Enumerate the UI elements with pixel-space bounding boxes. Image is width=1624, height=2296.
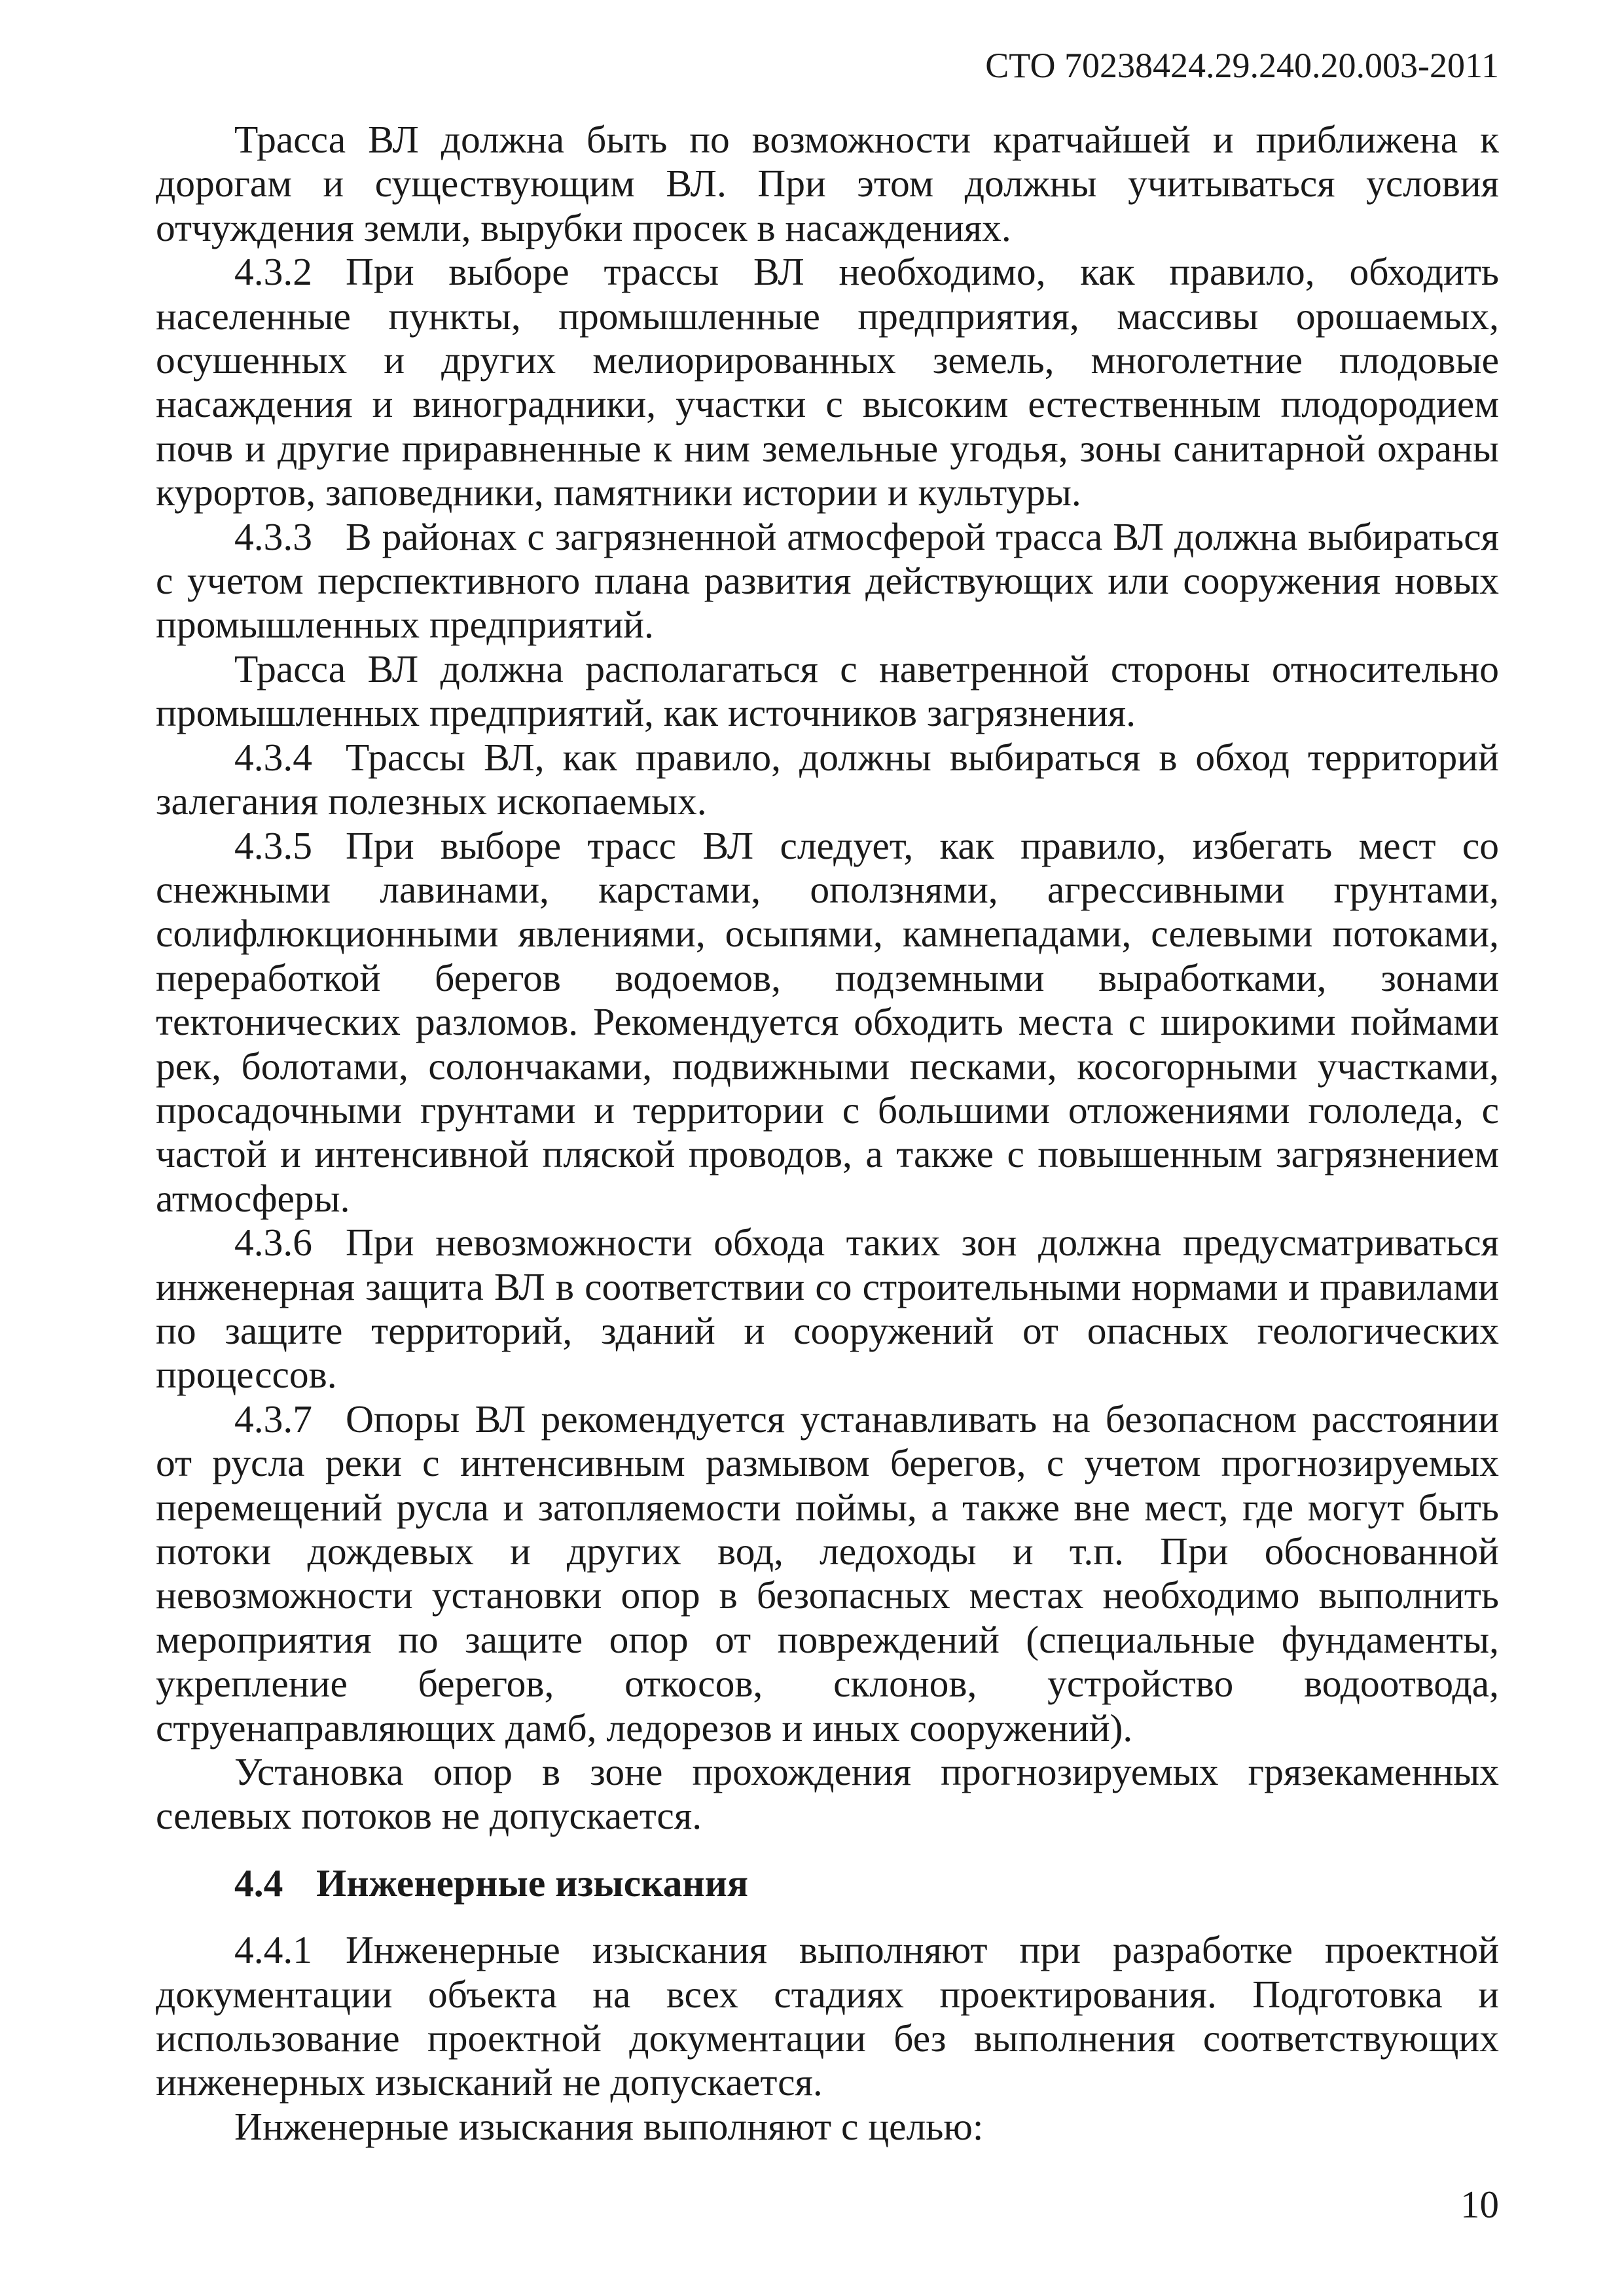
clause-number: 4.3.4 — [234, 735, 312, 779]
clause-number: 4.3.6 — [234, 1221, 312, 1265]
paragraph-4-3-6 — [156, 1221, 1499, 1397]
paragraph-4-3-5 — [156, 824, 1499, 1221]
paragraph-text: При невозможности обхода таких зон должна предусматриваться инженерная защита ВЛ в соответствии со строительными нормами и правилами по защите территорий, зданий и сооружений от опасных геологических процессов. — [156, 1221, 1499, 1397]
clause-number: 4.3.3 — [234, 514, 312, 558]
paragraph-4-3-3 — [156, 515, 1499, 647]
clause-number: 4.4.1 — [234, 1928, 312, 1972]
paragraph — [156, 2105, 1499, 2149]
section-number: 4.4 — [234, 1861, 283, 1905]
paragraph — [156, 647, 1499, 736]
paragraph-text: Опоры ВЛ рекомендуется устанавливать на безопасном расстоянии от русла реки с интенсивным размывом берегов, с учетом прогнозируемых перемещений русла и затопляемости поймы, а также вне мест, где могут быть потоки дождевых и других вод, ледоходы и т.п. При обоснованной невозможности установки опор в безопасных местах необходимо выполнить мероприятия по защите опор от повреждений (специальные фундаменты, укрепление берегов, откосов, склонов, устройство водоотвода, струенаправляющих дамб, ледорезов и иных сооружений). — [156, 1397, 1499, 1749]
clause-number: 4.3.5 — [234, 823, 312, 867]
section-heading-4-4 — [156, 1861, 1499, 1905]
paragraph-text: В районах с загрязненной атмосферой трасса ВЛ должна выбираться с учетом перспективного плана развития действующих или сооружения новых промышленных предприятий. — [156, 514, 1499, 647]
paragraph-text: При выборе трассы ВЛ необходимо, как правило, обходить населенные пункты, промышленные предприятия, массивы орошаемых, осушенных и других мелиорированных земель, многолетние плодовые насаждения и виноградники, участки с высоким естественным плодородием почв и другие приравненные к ним земельные угодья, зоны санитарной охраны курортов, заповедники, памятники истории и культуры. — [156, 250, 1499, 514]
section-title: Инженерные изыскания — [316, 1861, 749, 1905]
page-number: 10 — [1460, 2183, 1499, 2226]
paragraph-text: Инженерные изыскания выполняют при разработке проектной документации объекта на всех стадиях проектирования. Подготовка и использование проектной документации без выполнения соответствующих инженерных изысканий не допускается. — [156, 1928, 1499, 2104]
paragraph-4-3-4 — [156, 736, 1499, 824]
paragraph-4-3-7 — [156, 1397, 1499, 1750]
paragraph-text: При выборе трасс ВЛ следует, как правило, избегать мест со снежными лавинами, карстами, оползнями, агрессивными грунтами, солифлюкционными явлениями, осыпями, камнепадами, селевыми потоками, переработкой берегов водоемов, подземными выработками, зонами тектонических разломов. Рекомендуется обходить места с широкими поймами рек, болотами, солончаками, подвижными песками, косогорными участками, просадочными грунтами и территории с большими отложениями гололеда, с частой и интенсивной пляской проводов, а также с повышенным загрязнением атмосферы. — [156, 823, 1499, 1220]
document-body — [156, 118, 1499, 2149]
paragraph-text: Трассы ВЛ, как правило, должны выбираться в обход территорий залегания полезных ископаемых. — [156, 735, 1499, 823]
clause-number: 4.3.7 — [234, 1397, 312, 1441]
paragraph-text: Инженерные изыскания выполняют с целью: — [234, 2104, 984, 2148]
paragraph-4-3-2 — [156, 250, 1499, 514]
document-code-header: СТО 70238424.29.240.20.003-2011 — [985, 46, 1499, 85]
paragraph — [156, 118, 1499, 250]
paragraph-4-4-1 — [156, 1928, 1499, 2105]
paragraph-text: Трасса ВЛ должна располагаться с наветренной стороны относительно промышленных предприятий, как источников загрязнения. — [156, 647, 1499, 735]
paragraph-text: Установка опор в зоне прохождения прогнозируемых грязекаменных селевых потоков не допускается. — [156, 1750, 1499, 1838]
clause-number: 4.3.2 — [234, 250, 312, 294]
paragraph-text: Трасса ВЛ должна быть по возможности кратчайшей и приближена к дорогам и существующим ВЛ. При этом должны учитываться условия отчуждения земли, вырубки просек в насаждениях. — [156, 118, 1499, 249]
paragraph — [156, 1750, 1499, 1839]
